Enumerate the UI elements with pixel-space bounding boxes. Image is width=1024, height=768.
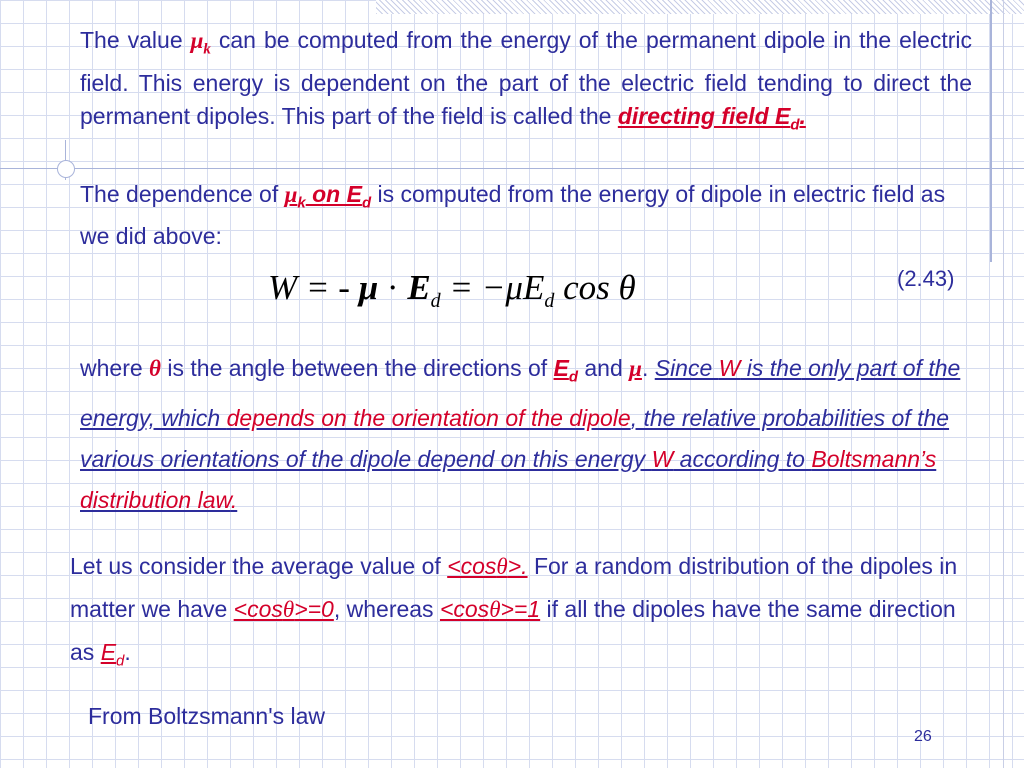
cos-text-end: >. [507, 553, 528, 579]
text: , the relative probabilities of the various orientations of the dipole depend on this energy [80, 404, 950, 472]
text: can be computed from the energy of the permanent dipole in the electric field. This energy is dependent on the part of the electric field tending to direct the permanent dipoles. This part of the field is called the [80, 27, 972, 129]
theta-char: θ [489, 597, 501, 622]
equation-subscript: d [544, 290, 555, 312]
ed-term [100, 639, 125, 670]
ed-subscript: d [116, 652, 125, 670]
paragraph-value-mu-k [80, 24, 972, 141]
frame-vertical-line-thin [1003, 0, 1004, 768]
cos-average-term [447, 553, 527, 579]
mu-symbol: μ [629, 356, 642, 381]
cos-text: <cos [439, 596, 490, 622]
equation-number: (2.43) [897, 266, 955, 291]
period: . [230, 486, 238, 513]
equation-part: = −μE [440, 268, 545, 307]
page-number: 26 [914, 728, 932, 745]
orientation-term: depends on the orientation of the dipole [226, 404, 631, 431]
cos-text-end: >=1 [500, 596, 541, 622]
mu-char: μ [284, 182, 298, 207]
ed-char: E [553, 355, 569, 381]
theta-char: θ [496, 554, 508, 579]
w-term: W [651, 445, 674, 472]
text: only part of the energy, which [80, 355, 961, 431]
frame-vertical-line [990, 0, 992, 262]
text: Since [654, 355, 719, 381]
cos-text: <cos [233, 596, 283, 622]
text: according to [673, 445, 812, 472]
period: . [124, 639, 131, 665]
cos-zero-term [234, 596, 334, 622]
boltzmann-term: Boltsmann’s distribution law [80, 445, 937, 513]
cos-one-term [440, 596, 540, 622]
equation-mu: μ [358, 268, 379, 307]
text: . [641, 355, 655, 381]
paragraph-where-theta [80, 348, 980, 521]
on-ed-text: on E [305, 181, 362, 207]
period: . [799, 102, 806, 129]
header-hatch-decoration [376, 0, 1024, 14]
mu-char: μ [190, 28, 204, 53]
mu-subscript: k [297, 194, 306, 212]
directing-field-term [617, 102, 806, 134]
equation-part: cos θ [554, 268, 636, 307]
ed-char: E [100, 639, 117, 665]
text: where [80, 355, 150, 381]
mu-on-ed-term [284, 181, 372, 212]
theta-symbol: θ [149, 356, 161, 381]
ed-term [553, 355, 578, 386]
equation-dot: · [378, 268, 408, 307]
mu-subscript: k [203, 41, 211, 58]
text: For a random distribution of the dipoles in matter we have [70, 553, 958, 622]
w-term: W [718, 355, 741, 381]
paragraph-boltzmann-law: From Boltzsmann's law [88, 703, 326, 729]
mu-symbol [190, 28, 211, 58]
theta-char: θ [282, 597, 295, 622]
text: , whereas [333, 596, 440, 622]
text: if all the dipoles have the same direction as [70, 596, 956, 665]
frame-circle-decoration [57, 160, 75, 178]
text: The value [80, 27, 191, 53]
ed-subscript: d [361, 194, 372, 212]
equation-subscript: d [430, 290, 441, 312]
text: Let us consider the average value of [70, 553, 448, 579]
paragraph-dependence [80, 178, 972, 253]
cos-text: <cos [447, 553, 497, 579]
equation-part: W = - [268, 268, 359, 307]
directing-field-text: directing field E [617, 102, 791, 129]
equation-energy [268, 268, 636, 318]
directing-field-subscript: d [790, 116, 800, 134]
text: is the angle between the directions of [161, 355, 554, 381]
cos-text-end: >=0 [294, 596, 334, 622]
equation-e: E [407, 268, 431, 307]
frame-horizontal-line [0, 168, 1024, 169]
text: The dependence of [80, 181, 285, 207]
text: is the [740, 355, 802, 381]
ed-subscript: d [568, 368, 578, 386]
text: is computed from the energy of dipole in electric field as we did above: [80, 181, 946, 249]
text: and [578, 355, 630, 381]
paragraph-average-cos [70, 545, 975, 683]
